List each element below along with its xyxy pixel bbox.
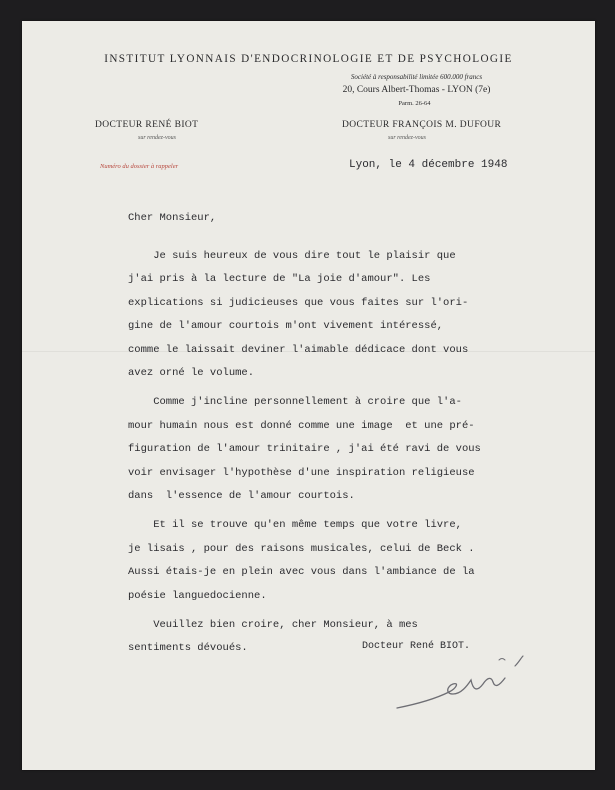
letter-line: gine de l'amour courtois m'ont vivement intéressé, <box>128 320 444 333</box>
doctor-left-note: sur rendez-vous <box>138 135 176 141</box>
letter-salutation: Cher Monsieur, <box>128 212 217 224</box>
letter-line: dans l'essence de l'amour courtois. <box>128 490 355 502</box>
letter-line: Comme j'incline personnellement à croire que l'a- <box>128 396 462 409</box>
letter-line: j'ai pris à la lecture de "La joie d'amour". Les <box>128 273 431 286</box>
institute-phone: Parm. 26-64 <box>398 100 431 107</box>
institute-name: INSTITUT LYONNAIS D'ENDOCRINOLOGIE ET DE PSYCHOLOGIE <box>104 53 513 65</box>
letter-line: sentiments dévoués. <box>128 642 248 655</box>
institute-address: 20, Cours Albert-Thomas - LYON (7e) <box>342 85 491 95</box>
dossier-note: Numéro du dossier à rappeler <box>100 163 179 170</box>
company-info: Société à responsabilité limitée 600.000 francs <box>350 73 483 81</box>
doctor-left-name: DOCTEUR RENÉ BIOT <box>95 120 199 130</box>
letter-line: Et il se trouve qu'en même temps que votre livre, <box>128 519 462 532</box>
letter-line: avez orné le volume. <box>128 367 255 379</box>
letter-line: figuration de l'amour trinitaire , j'ai été ravi de vous <box>128 443 481 456</box>
doctor-right-name: DOCTEUR FRANÇOIS M. DUFOUR <box>342 120 502 130</box>
letter-date: Lyon, le 4 décembre 1948 <box>349 159 508 171</box>
handwritten-signature <box>387 646 547 716</box>
signature-name: Docteur René BIOT. <box>362 641 471 652</box>
letter-line: je lisais , pour des raisons musicales, celui de Beck . <box>128 542 475 555</box>
letter-line: voir envisager l'hypothèse d'une inspiration religieuse <box>128 466 475 479</box>
doctor-right-note: sur rendez-vous <box>388 135 426 141</box>
letter-line: explications si judicieuses que vous faites sur l'ori- <box>128 296 469 309</box>
letter-line: mour humain nous est donné comme une image et une pré- <box>128 419 475 432</box>
letter-page <box>22 21 595 770</box>
letter-line: poésie languedocienne. <box>128 589 267 602</box>
letter-line: Veuillez bien croire, cher Monsieur, à mes <box>128 619 418 631</box>
letter-line: Aussi étais-je en plein avec vous dans l'ambiance de la <box>128 566 475 579</box>
letter-line: comme le laissait deviner l'aimable dédicace dont vous <box>128 343 469 356</box>
letter-line: Je suis heureux de vous dire tout le plaisir que <box>128 250 456 262</box>
